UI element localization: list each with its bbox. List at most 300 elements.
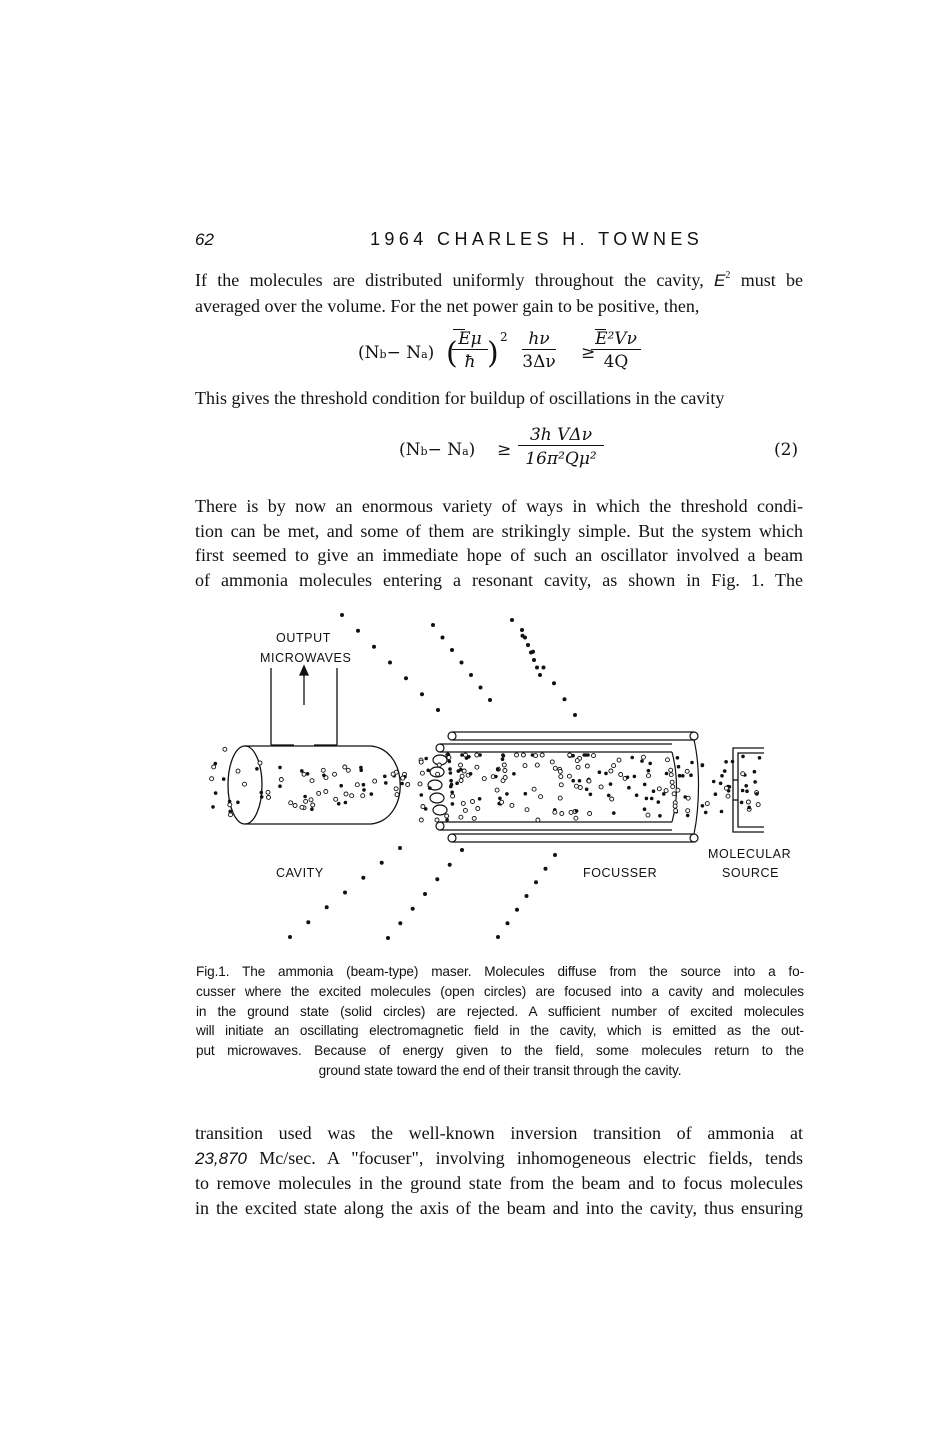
ground-molecule (747, 806, 751, 810)
excited-molecule (510, 803, 514, 807)
ground-molecule (339, 784, 343, 788)
ground-molecule (478, 797, 482, 801)
ground-molecule (359, 768, 363, 772)
ground-molecule (441, 636, 445, 640)
ground-molecule (411, 907, 415, 911)
molecular-source (733, 748, 764, 832)
excited-molecule (610, 797, 614, 801)
ground-molecule (372, 645, 376, 649)
paragraph-2 (195, 386, 803, 411)
ground-molecule (255, 767, 259, 771)
ground-molecule (436, 708, 440, 712)
ground-molecule (647, 769, 651, 773)
ground-molecule (478, 753, 482, 757)
ground-molecule (745, 789, 749, 793)
ground-molecule (494, 775, 498, 779)
excited-molecule (401, 776, 405, 780)
para3-line: tion can be met, and some of them are strikingly simple. But the system which (195, 520, 803, 541)
para4-line3: to remove molecules in the ground state from the beam and to focus molecules (195, 1173, 803, 1193)
ground-molecule (445, 818, 449, 822)
excited-molecule (646, 813, 650, 817)
eq1-lhs-minus: − N (386, 343, 422, 363)
ground-molecule (451, 802, 455, 806)
ground-molecule (532, 658, 536, 662)
excited-molecule (236, 769, 240, 773)
excited-molecule (521, 753, 525, 757)
excited-molecule (574, 816, 578, 820)
ground-molecule (526, 643, 530, 647)
ground-molecule (744, 784, 748, 788)
excited-molecule (445, 814, 449, 818)
excited-molecule (670, 780, 674, 784)
ground-molecule (448, 863, 452, 867)
ground-molecule (450, 648, 454, 652)
excited-molecule (289, 801, 293, 805)
ground-molecule (479, 686, 483, 690)
ground-molecule (753, 770, 757, 774)
ground-molecule (520, 628, 524, 632)
excited-molecule (515, 753, 519, 757)
excited-molecule (674, 809, 678, 813)
ground-molecule (689, 773, 693, 777)
ground-molecule (502, 754, 506, 758)
excited-molecule (437, 763, 441, 767)
ground-molecule (724, 760, 728, 764)
excited-molecule (567, 774, 571, 778)
excited-molecule (300, 805, 304, 809)
ground-molecule (723, 769, 727, 773)
ground-molecule (398, 846, 402, 850)
ground-molecule (701, 764, 705, 768)
eq2-relation: ≥ (497, 440, 512, 460)
ground-molecule (496, 768, 500, 772)
excited-molecule (617, 758, 621, 762)
excited-molecule (587, 779, 591, 783)
ground-molecule (714, 792, 718, 796)
excited-molecule (534, 754, 538, 758)
excited-molecule (685, 769, 689, 773)
excited-molecule (419, 818, 423, 822)
ground-molecule (278, 766, 282, 770)
excited-molecule (460, 774, 464, 778)
ground-molecule (383, 775, 387, 779)
label-molecular: MOLECULAR (708, 847, 792, 861)
ground-molecule (650, 797, 654, 801)
label-output: OUTPUT (276, 631, 331, 645)
excited-molecule (532, 787, 536, 791)
para4-line4: in the excited state along the axis of the beam and into the cavity, thus ensuring (195, 1197, 803, 1218)
ground-molecule (236, 801, 240, 805)
ground-molecule (343, 891, 347, 895)
excited-molecule (575, 759, 579, 763)
excited-molecule (540, 753, 544, 757)
excited-molecule (666, 758, 670, 762)
excited-molecule (669, 773, 673, 777)
excited-molecule (559, 775, 563, 779)
excited-molecule (324, 790, 328, 794)
excited-molecule (553, 810, 557, 814)
excited-molecule (394, 787, 398, 791)
excited-molecule (558, 796, 562, 800)
ground-molecule (604, 772, 608, 776)
ground-molecule (627, 786, 631, 790)
ground-molecule (361, 876, 365, 880)
eq1-frac2-den: 3Δν (522, 352, 556, 372)
excited-molecule (619, 773, 623, 777)
ground-molecule (510, 618, 514, 622)
excited-molecule (592, 754, 596, 758)
ground-molecule (563, 697, 567, 701)
ground-molecule (652, 789, 656, 793)
ground-molecule (686, 814, 690, 818)
ground-molecule (571, 779, 575, 783)
ground-molecule (398, 921, 402, 925)
excited-molecule (523, 764, 527, 768)
ground-molecule (340, 613, 344, 617)
ground-molecule (755, 792, 759, 796)
excited-molecule (726, 794, 730, 798)
label-source: SOURCE (722, 866, 780, 880)
eq1-lhs-close: ) (427, 343, 435, 363)
ground-molecule (585, 788, 589, 792)
ground-molecule (524, 792, 528, 796)
eq1-open-paren: ( (446, 336, 458, 371)
ground-molecule (404, 676, 408, 680)
excited-molecule (243, 782, 247, 786)
ground-molecule (423, 892, 427, 896)
ground-molecule (431, 623, 435, 627)
excited-molecule (464, 753, 468, 757)
excited-molecule (258, 761, 262, 765)
excited-molecule (482, 777, 486, 781)
excited-molecule (756, 803, 760, 807)
paragraph-1 (195, 264, 803, 318)
ground-molecule (578, 779, 582, 783)
excited-molecule (559, 783, 563, 787)
ground-molecule (322, 774, 326, 778)
excited-molecule (212, 765, 216, 769)
excited-molecule (463, 808, 467, 812)
output-arrow-icon (300, 666, 308, 705)
ground-molecule (469, 673, 473, 677)
excited-molecule (418, 782, 422, 786)
excited-molecule (317, 791, 321, 795)
ground-molecule (260, 795, 264, 799)
excited-molecule (560, 812, 564, 816)
excited-molecule (395, 793, 399, 797)
ground-molecule (643, 783, 647, 787)
excited-molecule (459, 779, 463, 783)
excited-molecule (746, 800, 750, 804)
excited-molecule (436, 772, 440, 776)
excited-molecule (459, 815, 463, 819)
label-focusser: FOCUSSER (583, 866, 658, 880)
ground-molecule (665, 772, 669, 776)
ground-molecule (552, 681, 556, 685)
ground-molecule (731, 760, 735, 764)
ground-molecule (573, 713, 577, 717)
ground-molecule (488, 698, 492, 702)
excited-molecule (311, 803, 315, 807)
ground-molecule (260, 791, 264, 795)
excited-molecule (229, 813, 233, 817)
excited-molecule (475, 765, 479, 769)
excited-molecule (568, 753, 572, 757)
ground-molecule (449, 771, 453, 775)
ground-molecule (222, 777, 226, 781)
ground-molecule (553, 853, 557, 857)
ground-molecule (380, 861, 384, 865)
excited-molecule (525, 808, 529, 812)
excited-molecule (503, 776, 507, 780)
eq2-open: (N (399, 440, 421, 460)
ground-molecule (635, 793, 639, 797)
excited-molecule (539, 795, 543, 799)
ground-molecule (506, 921, 510, 925)
excited-molecule (373, 779, 377, 783)
excited-molecule (310, 779, 314, 783)
excited-molecule (647, 774, 651, 778)
ground-molecule (278, 784, 282, 788)
ground-molecule (741, 789, 745, 793)
excited-molecule (475, 753, 479, 757)
excited-molecule (266, 790, 270, 794)
ground-molecule (435, 877, 439, 881)
ground-molecule (538, 673, 542, 677)
ground-molecule (356, 629, 360, 633)
ground-molecule (630, 756, 634, 760)
figure-caption (196, 962, 804, 1081)
eq2-numerator: 3h VΔν (518, 425, 604, 446)
ground-molecule (575, 809, 579, 813)
ground-molecule (428, 786, 432, 790)
ground-molecule (460, 661, 464, 665)
excited-molecule (350, 794, 354, 798)
para1-line1-end: must be (740, 270, 803, 290)
ground-molecule (388, 661, 392, 665)
para4-line2-rest: Mc/sec. A "focuser", involving inhomogeneous electric fields, tends (259, 1147, 804, 1168)
ground-molecule (450, 791, 454, 795)
ground-molecule (498, 797, 502, 801)
ground-molecule (362, 788, 366, 792)
ground-molecule (609, 782, 613, 786)
paragraph-4 (195, 1121, 803, 1220)
eq1-lhs-open: (N (358, 343, 380, 363)
symbol-e: E (714, 271, 726, 290)
para3-line: There is by now an enormous variety of ways in which the threshold condi- (195, 496, 803, 516)
ground-molecule (720, 774, 724, 778)
ground-molecule (626, 776, 630, 780)
ground-molecule (681, 774, 685, 778)
ground-molecule (384, 781, 388, 785)
page-number: 62 (195, 230, 214, 249)
excited-molecule (672, 792, 676, 796)
excited-molecule (391, 772, 395, 776)
ground-molecule (740, 801, 744, 805)
ground-molecule (712, 780, 716, 784)
excited-molecule (495, 788, 499, 792)
excited-molecule (461, 801, 465, 805)
ground-molecule (701, 804, 705, 808)
excited-molecule (578, 786, 582, 790)
ground-molecule (214, 791, 218, 795)
para3-line: first seemed to give an immediate hope of such an oscillator involved a beam (195, 545, 803, 565)
ground-molecule (460, 753, 464, 757)
para4-line1: transition used was the well-known inversion transition of ammonia at (195, 1123, 803, 1143)
excited-molecule (459, 763, 463, 767)
ground-molecule (300, 769, 304, 773)
ground-molecule (310, 807, 314, 811)
ground-molecule (582, 753, 586, 757)
caption-line: in the ground state (solid circles) are rejected. A sufficient number of excited molecules (196, 1003, 804, 1019)
ground-molecule (704, 811, 708, 815)
para3-line: of ammonia molecules entering a resonant cavity, as shown in Fig. 1. The (195, 569, 803, 590)
ground-molecule (645, 797, 649, 801)
ground-molecule (657, 800, 661, 804)
excited-molecule (669, 768, 673, 772)
ground-molecule (753, 780, 757, 784)
ground-molecule (450, 783, 454, 787)
excited-molecule (346, 768, 350, 772)
eq1-overbar (453, 329, 465, 330)
eq2-sub-b: b (420, 445, 428, 458)
eq2-denominator: 16π²Qμ² (525, 449, 597, 469)
ground-molecule (325, 905, 329, 909)
excited-molecule (724, 786, 728, 790)
excited-molecule (612, 764, 616, 768)
excited-molecule (334, 797, 338, 801)
ground-molecule (542, 666, 546, 670)
excited-molecule (599, 785, 603, 789)
ground-molecule (501, 757, 505, 761)
excited-molecule (344, 792, 348, 796)
ground-molecule (720, 810, 724, 814)
excited-molecule (502, 763, 506, 767)
ground-molecule (589, 793, 593, 797)
excited-molecule (576, 765, 580, 769)
ground-molecule (648, 762, 652, 766)
excited-molecule (355, 783, 359, 787)
ground-molecule (523, 636, 527, 640)
excited-molecule (686, 796, 690, 800)
para1-line2: averaged over the volume. For the net power gain to be positive, then, (195, 295, 700, 316)
excited-molecule (472, 816, 476, 820)
ground-molecule (448, 760, 452, 764)
ground-molecule (424, 807, 428, 811)
ground-molecule (306, 772, 310, 776)
frequency-value: 23,870 (195, 1148, 247, 1168)
excited-molecule (741, 772, 745, 776)
ground-molecule (455, 781, 459, 785)
ground-molecule (505, 792, 509, 796)
label-microwaves: MICROWAVES (260, 651, 352, 665)
ground-molecule (211, 805, 215, 809)
caption-line: will initiate an oscillating electromagnetic field in the cavity, which is emitted as the out- (196, 1023, 804, 1039)
eq1-rhs-overbar (595, 329, 606, 330)
cavity (228, 746, 400, 824)
excited-molecule (705, 802, 709, 806)
ground-molecule (741, 755, 745, 759)
ground-molecule (306, 920, 310, 924)
ground-molecule (420, 793, 424, 797)
eq2-minus: − N (427, 440, 463, 460)
ground-molecule (640, 759, 644, 763)
excited-molecule (657, 787, 661, 791)
excited-molecule (553, 766, 557, 770)
excited-molecule (309, 798, 313, 802)
ground-molecule (529, 651, 533, 655)
excited-molecule (503, 769, 507, 773)
ground-molecule (658, 814, 662, 818)
ground-molecule (459, 768, 463, 772)
ground-molecule (512, 772, 516, 776)
eq2-close: ) (468, 440, 476, 460)
excited-molecule (574, 784, 578, 788)
caption-line: cusser where the excited molecules (open circles) are focused into a cavity and molecules (196, 983, 804, 999)
ground-molecule (534, 880, 538, 884)
excited-molecule (676, 788, 680, 792)
ground-molecule (386, 936, 390, 940)
ground-molecule (424, 757, 428, 761)
eq1-relation: ≥ (581, 343, 596, 363)
excited-molecule (293, 804, 297, 808)
excited-molecule (569, 810, 573, 814)
ground-molecule (496, 935, 500, 939)
ground-molecule (400, 782, 404, 786)
excited-molecule (361, 794, 365, 798)
ground-molecule (370, 792, 374, 796)
eq1-close-paren: ) (487, 336, 499, 371)
excited-molecule (558, 769, 562, 773)
excited-molecule (550, 760, 554, 764)
eq1-frac1-den: ħ (464, 352, 476, 372)
excited-molecule (462, 769, 466, 773)
excited-molecule (228, 803, 232, 807)
ground-molecule (544, 867, 548, 871)
caption-line: Fig.1. The ammonia (beam-type) maser. Molecules diffuse from the source into a fo- (196, 964, 804, 979)
excited-molecule (321, 768, 325, 772)
excited-molecule (435, 818, 439, 822)
caption-line: put microwaves. Because of energy given to the field, some molecules return to the (196, 1043, 804, 1059)
ground-molecule (719, 782, 723, 786)
ground-molecule (515, 908, 519, 912)
ground-molecule (633, 775, 637, 779)
excited-molecule (304, 799, 308, 803)
ground-molecule (676, 756, 680, 760)
eq1-sub-a: a (421, 348, 428, 361)
eq2-number: (2) (774, 440, 799, 460)
eq2-sub-a: a (462, 445, 469, 458)
ground-molecule (303, 795, 307, 799)
excited-molecule (223, 747, 227, 751)
excited-molecule (471, 800, 475, 804)
excited-molecule (536, 818, 540, 822)
running-title: 1964 CHARLES H. TOWNES (370, 229, 704, 249)
excited-molecule (588, 812, 592, 816)
excited-molecule (406, 783, 410, 787)
ground-molecule (598, 770, 602, 774)
excited-molecule (343, 765, 347, 769)
ground-molecule (426, 769, 430, 773)
excited-molecule (673, 804, 677, 808)
ground-molecule (690, 761, 694, 765)
caption-line: ground state toward the end of their transit through the cavity. (318, 1062, 682, 1078)
excited-molecule (333, 772, 337, 776)
excited-molecule (500, 800, 504, 804)
excited-molecule (419, 760, 423, 764)
label-cavity: CAVITY (276, 866, 324, 880)
excited-molecule (609, 769, 613, 773)
